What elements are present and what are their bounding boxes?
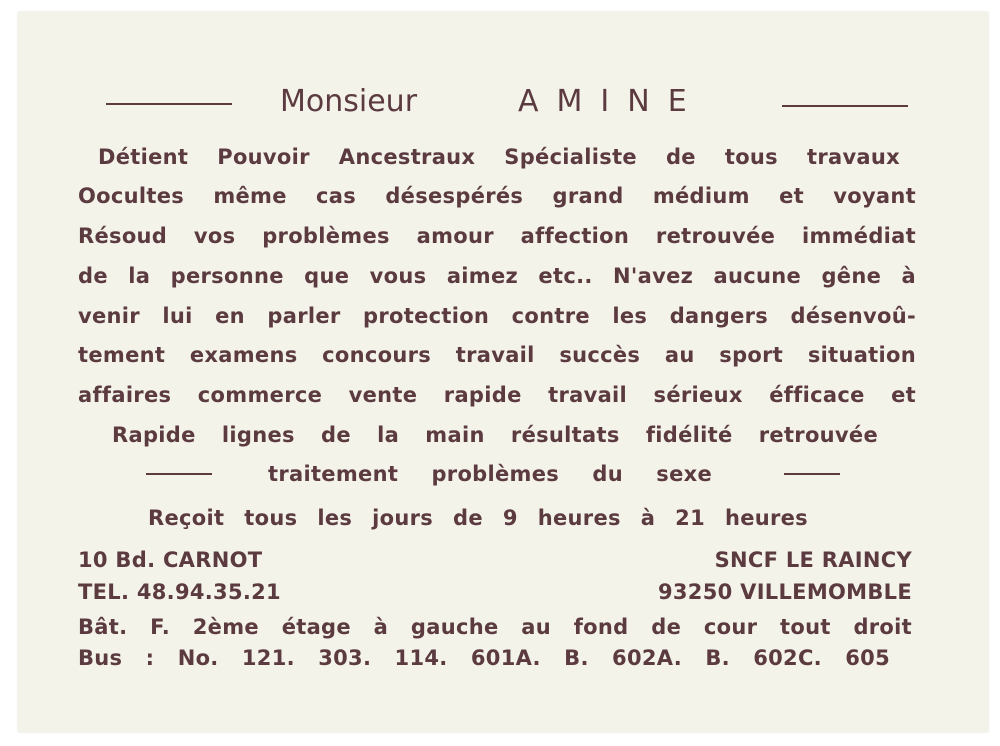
divider bbox=[784, 473, 840, 475]
body-line: tement examens concours travail succès au sport situation bbox=[78, 343, 916, 367]
name-heading: AMINE bbox=[518, 84, 705, 119]
divider bbox=[782, 105, 908, 107]
building-directions: Bât. F. 2ème étage à gauche au fond de cour tout droit bbox=[78, 615, 912, 639]
city: 93250 VILLEMOMBLE bbox=[657, 580, 912, 604]
divider bbox=[106, 103, 232, 105]
separator-text: traitement problèmes du sexe bbox=[268, 462, 712, 486]
body-line: venir lui en parler protection contre les dangers désenvoû- bbox=[78, 304, 916, 328]
hours: Reçoit tous les jours de 9 heures à 21 heures bbox=[148, 506, 808, 530]
station: SNCF LE RAINCY bbox=[714, 548, 912, 572]
body-line: Résoud vos problèmes amour affection retrouvée immédiat bbox=[78, 224, 916, 248]
body-line: affaires commerce vente rapide travail sérieux éfficace et bbox=[78, 383, 916, 407]
body-line: de la personne que vous aimez etc.. N'avez aucune gêne à bbox=[78, 264, 916, 288]
telephone: TEL. 48.94.35.21 bbox=[78, 580, 281, 604]
body-line: Rapide lignes de la main résultats fidélité retrouvée bbox=[112, 423, 878, 447]
body-line: Détient Pouvoir Ancestraux Spécialiste de tous travaux bbox=[98, 145, 900, 169]
divider bbox=[146, 473, 212, 475]
street-address: 10 Bd. CARNOT bbox=[78, 548, 263, 572]
bus-lines: Bus : No. 121. 303. 114. 601A. B. 602A. B. 602C. 605 bbox=[78, 646, 890, 670]
body-line: Oocultes même cas désespérés grand médium et voyant bbox=[78, 184, 916, 208]
salutation: Monsieur bbox=[280, 84, 418, 119]
